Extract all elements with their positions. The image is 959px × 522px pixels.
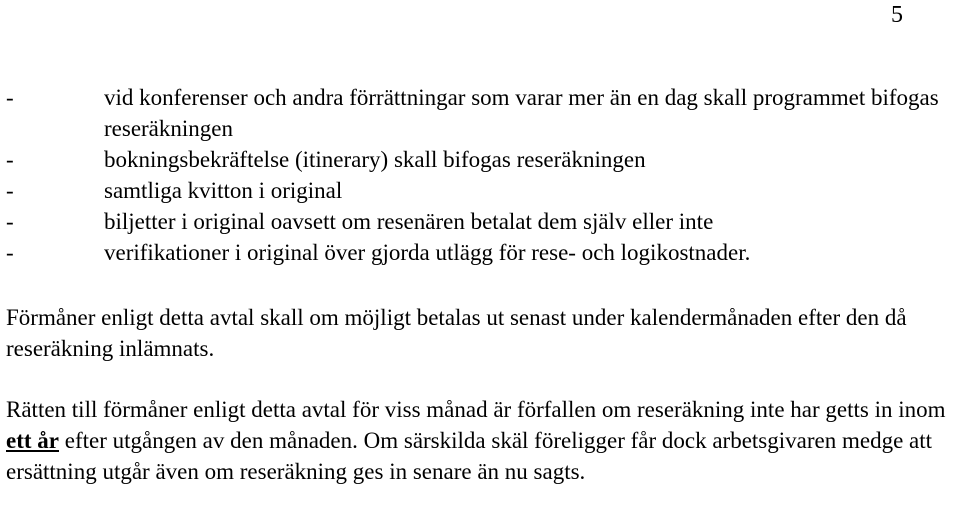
- emphasis-ett-ar: ett år: [6, 428, 59, 453]
- dash-marker: -: [6, 85, 14, 110]
- dash-marker: -: [6, 240, 14, 265]
- page-number: 5: [891, 2, 903, 28]
- requirements-list: [6, 82, 946, 268]
- list-item: [6, 82, 946, 144]
- forfeiture-paragraph: [6, 394, 956, 487]
- list-item: [6, 237, 946, 268]
- paragraph-text-end: efter utgången av den månaden. Om särskilda skäl föreligger får dock arbetsgivaren medge att ersättning utgår även om reseräkning ges in senare än nu sagts.: [6, 428, 933, 484]
- list-item-text: biljetter i original oavsett om resenären betalat dem själv eller inte: [104, 209, 714, 234]
- list-item: [6, 175, 946, 206]
- dash-marker: -: [6, 178, 14, 203]
- payment-paragraph: Förmåner enligt detta avtal skall om möjligt betalas ut senast under kalendermånaden efter den då reseräkning inlämnats.: [6, 305, 907, 361]
- list-item: [6, 144, 946, 175]
- dash-marker: -: [6, 209, 14, 234]
- list-item-text: samtliga kvitton i original: [104, 178, 343, 203]
- list-item-text: vid konferenser och andra förrättningar som varar mer än en dag skall programmet bifogas reseräkningen: [104, 85, 939, 141]
- dash-marker: -: [6, 147, 14, 172]
- list-item: [6, 206, 946, 237]
- paragraph-text-start: Rätten till förmåner enligt detta avtal för viss månad är förfallen om reseräkning inte har getts in inom: [6, 397, 946, 422]
- list-item-text: bokningsbekräftelse (itinerary) skall bifogas reseräkningen: [104, 147, 646, 172]
- list-item-text: verifikationer i original över gjorda utlägg för rese- och logikostnader.: [104, 240, 751, 265]
